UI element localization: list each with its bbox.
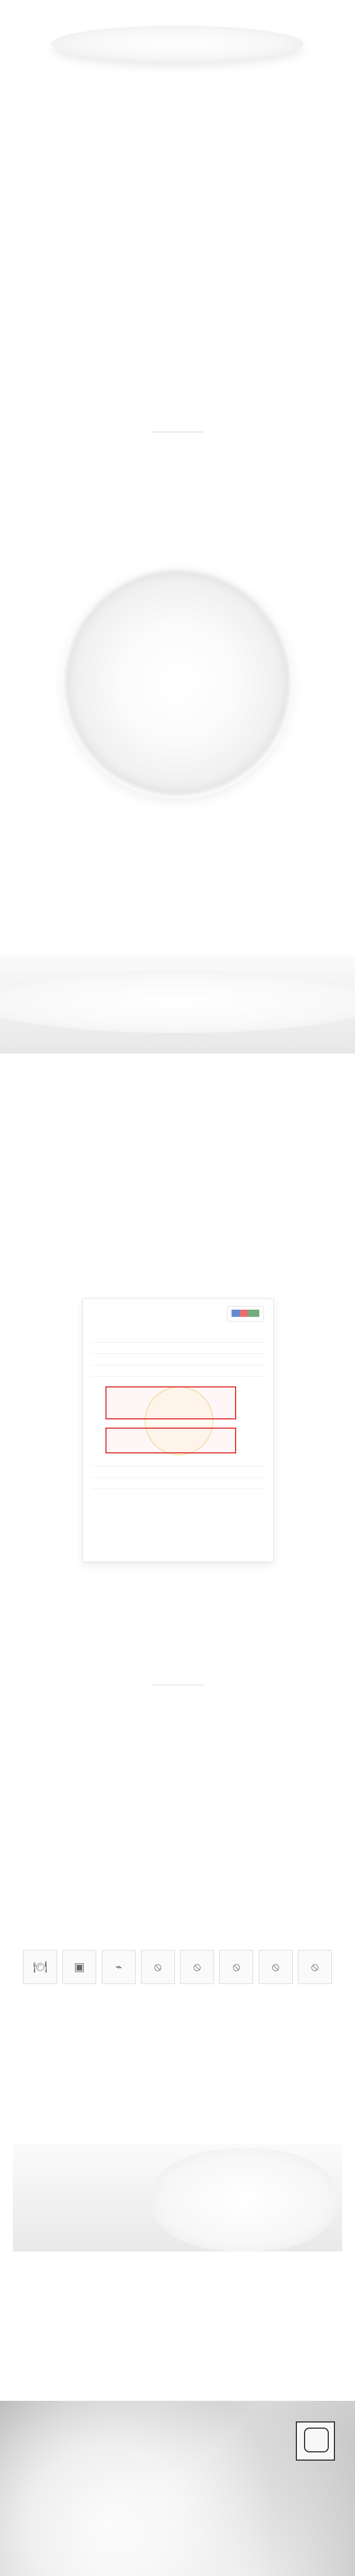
report-row [91,1481,265,1489]
no-microwave-icon: ⦸ [141,1950,175,1984]
icon-caption [21,1988,60,2004]
microwave-icon: ⌁ [102,1950,136,1984]
report-row [91,1358,265,1365]
usage-icons [21,1950,334,2012]
usage-icon-card [99,1950,138,2007]
detail-cut-text [36,1139,319,1170]
caution-item [40,1775,315,1787]
icon-caption [177,1988,217,2004]
plate-large-image [62,567,293,799]
glaze-notice-text [36,2277,319,2360]
report-row [91,1335,265,1343]
detail-cut-rim [0,971,355,1033]
spec-size [0,899,355,911]
caution-item [40,1809,315,1821]
brand-stamp-icon [296,2421,335,2461]
caution-list [40,1741,315,1889]
notice-text [36,180,319,222]
caution-item [40,1787,315,1798]
bowl-closeup-image [13,2143,342,2251]
usage-icon-card [295,1950,334,2007]
icon-caption [217,1988,256,2004]
detail-description [36,845,319,876]
usage-icon-card [21,1950,60,2007]
spec-maker [0,911,355,923]
usage-icon-card [60,1950,99,2007]
brand-tagline [36,2375,319,2391]
report-highlight-box [105,1386,236,1419]
caution-item [40,1832,315,1843]
report-highlight-box-2 [105,1428,236,1453]
caution-item [40,1741,315,1753]
no-dishwasher-icon: ⦸ [180,1950,214,1984]
intro-text [36,118,319,175]
no-oven-icon: ⦸ [259,1950,293,1984]
usage-icon-card [138,1950,177,2007]
caution-item [40,1798,315,1809]
icon-caption [60,1988,99,2004]
caution-item [40,1821,315,1832]
caution-item [40,1764,315,1775]
no-stove-icon: ⦸ [219,1950,253,1984]
usage-icon-card [256,1950,295,2007]
icon-caption [138,1988,177,2004]
report-caption [36,1582,319,1602]
test-report-document [82,1298,274,1562]
hero-section [0,0,355,82]
report-row [91,1346,265,1354]
oven-icon: ▣ [62,1950,96,1984]
report-row [91,1369,265,1377]
usage-icon-card [177,1950,217,2007]
icon-caption [256,1988,295,2004]
caution-item [40,1843,315,1855]
dish-icon: 🍽 [23,1950,57,1984]
caution-item [40,1877,315,1889]
icon-caption [295,1988,334,2004]
caution-item [40,1866,315,1877]
spec-material [0,886,355,899]
kict-badge [227,1306,264,1321]
report-row [91,1470,265,1478]
usage-icon-card [217,1950,256,2007]
icon-caption [99,1988,138,2004]
caution-item [40,1855,315,1866]
spec-table [0,886,355,923]
no-freezer-icon: ⦸ [298,1950,332,1984]
report-row [91,1459,265,1466]
hero-plate-image [51,26,304,62]
caution-item [40,1753,315,1764]
